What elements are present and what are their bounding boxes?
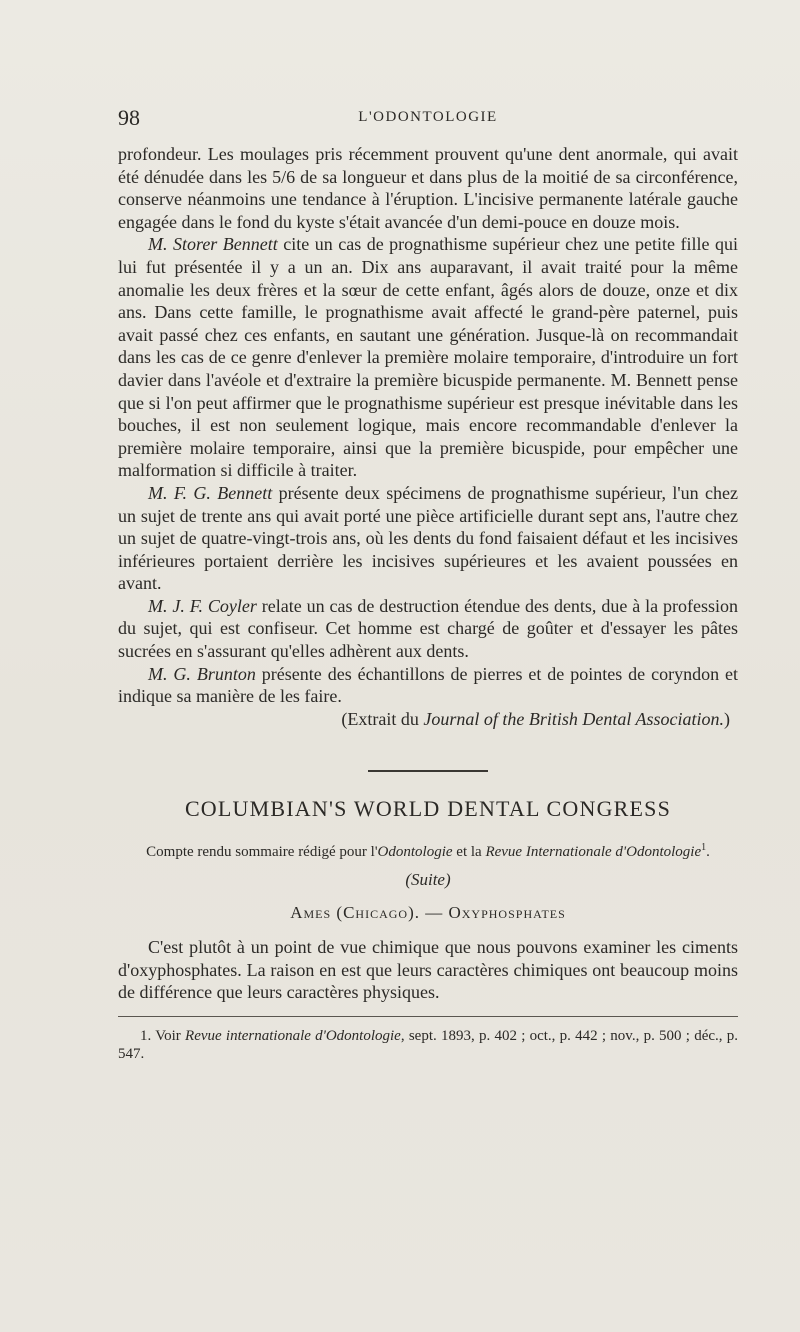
source-citation	[118, 708, 738, 731]
paragraph-oxyphosphates: C'est plutôt à un point de vue chimique que nous pouvons examiner les ciments d'oxyphosphates. La raison en est que leurs caractères chimiques ont beaucoup moins de différence que leurs caractères physiques.	[118, 937, 738, 1003]
footnote-divider	[118, 1016, 738, 1017]
author-brunton: M. G. Brunton	[148, 663, 256, 684]
section-subtitle	[118, 839, 738, 861]
paragraph-text: présente deux spécimens de prognathisme supérieur, l'un chez un sujet de trente ans qui avait porté une pièce artificielle durant sept ans, l'autre chez un sujet de quatre-vingt-trois ans, où les dents du fond faisaient défaut et les incisives inférieures portaient derrière les incisives supérieures et les avaient poussées en avant.	[118, 482, 738, 594]
suite-label: (Suite)	[405, 870, 451, 890]
paragraph-text: relate un cas de destruction étendue des dents, due à la profession du sujet, qui est confiseur. Cet homme est chargé de goûter et d'essayer les pâtes sucrées en s'assurant qu'elles adhèrent aux dents.	[118, 595, 738, 662]
footnote-journal: Revue internationale d'Odontologie	[185, 1028, 401, 1044]
footnote-marker: 1	[701, 842, 707, 854]
paragraph-fg-bennett	[118, 482, 738, 595]
paragraph-storer-bennett	[118, 233, 738, 482]
subtitle-revue: Revue Internationale d'Odontologie	[485, 844, 702, 861]
citation-suffix: )	[724, 708, 730, 729]
paragraph-coyler	[118, 595, 738, 663]
section-divider	[368, 770, 488, 772]
citation-prefix: (Extrait du	[341, 708, 424, 729]
subtitle-suffix: .	[706, 844, 710, 861]
subtitle-prefix: Compte rendu sommaire rédigé pour l'	[146, 844, 378, 861]
paragraph-brunton	[118, 663, 738, 708]
page-header	[118, 105, 738, 135]
author-storer-bennett: M. Storer Bennett	[148, 234, 278, 255]
footnote	[118, 1027, 738, 1063]
author-coyler: M. J. F. Coyler	[148, 595, 257, 616]
paragraph-text: présente des échantillons de pierres et de pointes de coryndon et indique sa manière de les faire.	[118, 663, 738, 707]
page-number: 98	[118, 105, 140, 130]
footnote-number: 1. Voir	[140, 1028, 186, 1044]
journal-title: Journal of the British Dental Association.	[423, 708, 724, 729]
author-fg-bennett: M. F. G. Bennett	[148, 482, 273, 503]
paragraph-text: cite un cas de prognathisme supérieur chez une petite fille qui lui fut présentée il y a un an. Dix ans auparavant, il avait traité pour la même anomalie les deux frères et la sœur de cette enfant, âgés alors de douze, onze et dix ans. Dans cette famille, le prognathisme avait affecté le grand-père paternel, puis avait passé chez ces enfants, en sautant une génération. Jusque-là on recommandait dans les cas de ce genre d'enlever la première molaire temporaire, d'introduire un fort davier dans l'avéole et d'extraire la première bicuspide permanente. M. Bennett pense que si l'on peut affirmer que le prognathisme supérieur est presque inévitable dans les bouches, il est non seulement logique, mais encore recommandable d'enlever la première molaire temporaire, ainsi que la première bicuspide, pour empêcher une malformation si difficile à traiter.	[118, 234, 738, 481]
subtitle-mid: et la	[452, 844, 486, 861]
subsection-heading: Ames (Chicago). — Oxyphosphates	[290, 902, 566, 922]
running-head: L'ODONTOLOGIE	[358, 109, 498, 125]
footnote-text: , sept. 1893, p. 402 ; oct., p. 442 ; nov., p. 500 ; déc., p. 547.	[118, 1028, 739, 1062]
paragraph-continuation: profondeur. Les moulages pris récemment prouvent qu'une dent anormale, qui avait été dénudée dans les 5/6 de sa longueur et dans plus de la moitié de sa circonférence, conserve néanmoins une tendance à l'éruption. L'incisive permanente latérale gauche engagée dans le fond du kyste s'était avancée d'un demi-pouce en douze mois.	[118, 144, 738, 232]
section-title: COLUMBIAN'S WORLD DENTAL CONGRESS	[184, 796, 672, 822]
page-body	[118, 143, 738, 1063]
subtitle-odontologie: Odontologie	[377, 844, 453, 861]
